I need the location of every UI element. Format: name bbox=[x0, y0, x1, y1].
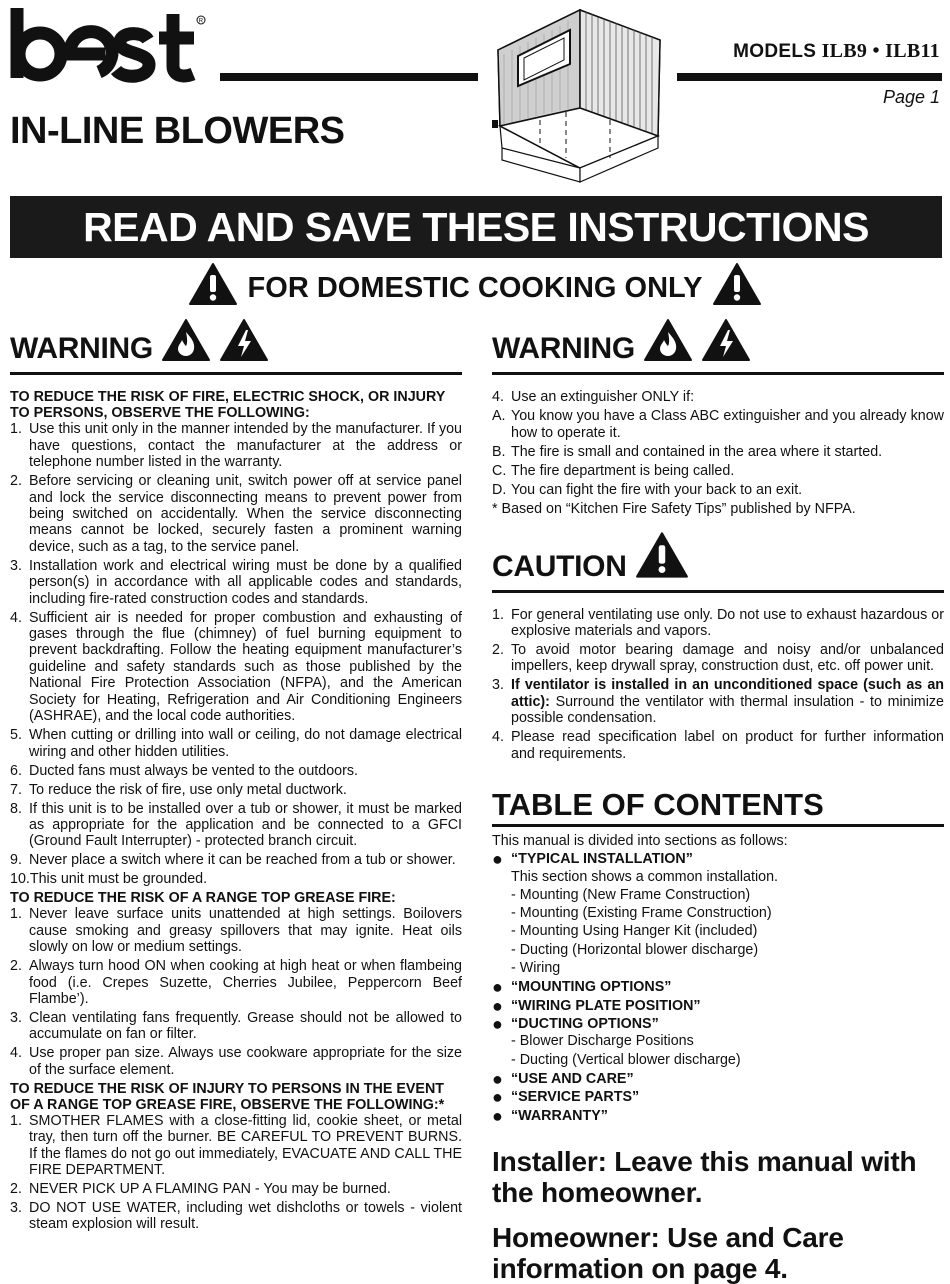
bullet-icon: ● bbox=[492, 995, 503, 1016]
subheading: TO REDUCE THE RISK OF INJURY TO PERSONS IN THE EVENT OF A RANGE TOP GREASE FIRE, OBSERVE THE FOLLOWING:* bbox=[10, 1080, 445, 1113]
nfpa-note: * Based on “Kitchen Fire Safety Tips” published by NFPA. bbox=[492, 500, 856, 517]
list-item-number: 6. bbox=[10, 762, 22, 779]
bullet-icon: ● bbox=[492, 977, 503, 998]
subheading: TO REDUCE THE RISK OF FIRE, ELECTRIC SHOCK, OR INJURY TO PERSONS, OBSERVE THE FOLLOWING: bbox=[10, 389, 446, 422]
list-item-number: 3. bbox=[10, 1199, 22, 1216]
toc-item-label: “TYPICAL INSTALLATION” bbox=[511, 851, 693, 868]
toc-item-label: “WIRING PLATE POSITION” bbox=[511, 997, 701, 1014]
list-item-text: To reduce the risk of fire, use only metal ductwork. bbox=[29, 781, 347, 798]
list-item-text: Before servicing or cleaning unit, switch power off at service panel and lock the service disconnecting means to prevent power from being switched on accidentally. When the service disconnecting means cannot be locked, securely fasten a prominent warning device, such as a tag, to the service panel. bbox=[29, 473, 462, 555]
list-item-number: 3. bbox=[492, 677, 504, 694]
list-item bbox=[10, 1010, 462, 1043]
list-item bbox=[10, 906, 462, 955]
domestic-cooking-notice bbox=[0, 262, 950, 314]
list-item-number: 1. bbox=[492, 606, 504, 623]
caution-rule bbox=[492, 590, 944, 593]
toc-subitem: - Mounting Using Hanger Kit (included) bbox=[511, 923, 758, 940]
instructions-banner: READ AND SAVE THESE INSTRUCTIONS bbox=[10, 196, 942, 258]
toc-item-label: “DUCTING OPTIONS” bbox=[511, 1015, 659, 1032]
list-item-number: 1. bbox=[10, 906, 22, 923]
list-item-number: 2. bbox=[10, 1180, 22, 1197]
toc-item-label: “USE AND CARE” bbox=[511, 1070, 634, 1087]
toc-subitem: - Ducting (Horizontal blower discharge) bbox=[511, 941, 759, 958]
list-item bbox=[10, 1200, 462, 1233]
list-item-text: Never leave surface units unattended at high settings. Boilovers cause smoking and greasy spillovers that may ignite. Heat oils slowly on low or medium settings. bbox=[29, 906, 462, 956]
list-item bbox=[10, 852, 462, 868]
list-item bbox=[10, 473, 462, 555]
list-item-number: 2. bbox=[10, 958, 22, 975]
list-item-text: Use an extinguisher ONLY if: bbox=[511, 389, 695, 406]
list-item-number: A. bbox=[492, 408, 506, 425]
warning-rule bbox=[492, 372, 944, 375]
caution-heading: CAUTION bbox=[492, 549, 627, 583]
list-item-text: You can fight the fire with your back to an exit. bbox=[511, 481, 803, 498]
list-item-number: 8. bbox=[10, 800, 22, 817]
extinguisher-list bbox=[492, 389, 944, 498]
list-item-number: D. bbox=[492, 481, 507, 498]
list-item-text: If ventilator is installed in an unconditioned space (such as an attic): Surround the ventilator with thermal insulation - to minimize possible condensation. bbox=[511, 677, 944, 727]
list-item bbox=[492, 444, 944, 460]
warning-triangle-icon bbox=[635, 531, 689, 583]
list-item-number: B. bbox=[492, 443, 506, 460]
toc-subitem: - Mounting (New Frame Construction) bbox=[511, 887, 751, 904]
toc-subitem: - Ducting (Vertical blower discharge) bbox=[511, 1051, 741, 1068]
list-item bbox=[10, 1045, 462, 1078]
list-item-number: 4. bbox=[10, 1045, 22, 1062]
list-item-number: C. bbox=[492, 462, 507, 479]
list-item bbox=[10, 421, 462, 470]
toc-item-label: “WARRANTY” bbox=[511, 1107, 608, 1124]
list-item-number: 4. bbox=[492, 389, 504, 406]
list-item-number: 1. bbox=[10, 1112, 22, 1129]
list-item-text: When cutting or drilling into wall or ceiling, do not damage electrical wiring and other hidden utilities. bbox=[29, 727, 462, 760]
list-item-text: Installation work and electrical wiring must be done by a qualified person(s) in accordance with all applicable codes and standards, including fire-rated construction codes and standards. bbox=[29, 557, 462, 607]
list-item bbox=[10, 763, 462, 779]
electric-shock-icon bbox=[701, 318, 751, 366]
toc-item bbox=[492, 1068, 944, 1089]
list-item bbox=[492, 642, 944, 675]
list-item bbox=[492, 408, 944, 441]
list-item bbox=[492, 482, 944, 498]
toc-item bbox=[492, 849, 944, 870]
general-warning-list bbox=[10, 421, 462, 887]
list-item bbox=[492, 463, 944, 479]
list-item-number: 5. bbox=[10, 727, 22, 744]
bullet-icon: ● bbox=[492, 1105, 503, 1126]
list-item bbox=[10, 558, 462, 607]
list-item-text: To avoid motor bearing damage and noisy and/or unbalanced impellers, keep drywall spray, construction dust, etc. off power unit. bbox=[511, 642, 944, 675]
list-item-text: The fire department is being called. bbox=[511, 462, 735, 479]
list-item-number: 2. bbox=[492, 642, 504, 659]
list-item-text: Sufficient air is needed for proper combustion and exhausting of gases through the flue (chimney) of fuel burning equipment to prevent backdrafting. Follow the heating equipment manufacturer’s guideline and safety standards such as those published by the National Fire Protection Association (NFPA), and the American Society for Heating, Refrigeration and Air Conditioning Engineers (ASHRAE), and the local code authorities. bbox=[29, 609, 462, 725]
list-item-number: 4. bbox=[10, 609, 22, 626]
grease-fire-list bbox=[10, 906, 462, 1078]
list-item bbox=[492, 607, 944, 640]
warning-triangle-icon bbox=[188, 262, 238, 314]
fire-hazard-icon bbox=[643, 318, 693, 366]
page-number: Page 1 bbox=[882, 87, 940, 107]
subheading: TO REDUCE THE RISK OF A RANGE TOP GREASE FIRE: bbox=[10, 890, 396, 907]
toc-item bbox=[492, 977, 944, 998]
bullet-icon: ● bbox=[492, 1013, 503, 1034]
list-item bbox=[10, 610, 462, 725]
page-title: IN-LINE BLOWERS bbox=[10, 110, 345, 152]
warning-triangle-icon bbox=[712, 262, 762, 314]
list-item-bold-text: If ventilator is installed in an unconditioned space (such as an attic): bbox=[511, 677, 944, 710]
caution-list bbox=[492, 607, 944, 762]
list-item-text: For general ventilating use only. Do not use to exhaust hazardous or explosive materials and vapors. bbox=[511, 606, 944, 640]
right-column bbox=[492, 318, 944, 1284]
list-item-text: If this unit is to be installed over a tub or shower, it must be marked as appropriate for the application and be connected to a GFCI (Ground Fault Interrupter) - protected branch circuit. bbox=[29, 800, 462, 850]
svg-text:R: R bbox=[198, 18, 204, 25]
bullet-icon: ● bbox=[492, 1068, 503, 1089]
list-item-text: Ducted fans must always be vented to the outdoors. bbox=[29, 762, 359, 779]
bullet-icon: ● bbox=[492, 849, 503, 870]
list-item-text: NEVER PICK UP A FLAMING PAN - You may be burned. bbox=[29, 1180, 391, 1197]
list-item-number: 3. bbox=[10, 1009, 22, 1026]
toc-item bbox=[492, 1087, 944, 1108]
list-item-text: Always turn hood ON when cooking at high heat or when flambeing food (i.e. Crepes Suzette, Cherries Jubilee, Peppercorn Beef Flambe’). bbox=[29, 958, 462, 1007]
toc-subitem: This section shows a common installation. bbox=[511, 868, 778, 885]
toc-item bbox=[492, 995, 944, 1016]
toc-item-label: “SERVICE PARTS” bbox=[511, 1089, 640, 1106]
list-item-text: SMOTHER FLAMES with a close-fitting lid, cookie sheet, or metal tray, then turn off the burner. BE CAREFUL TO PREVENT BURNS. If the flames do not go out immediately, EVACUATE AND CALL THE FIRE DEPARTMENT. bbox=[29, 1112, 462, 1178]
domestic-text: FOR DOMESTIC COOKING ONLY bbox=[247, 271, 703, 304]
warning-heading: WARNING bbox=[492, 332, 635, 366]
homeowner-note: Homeowner: Use and Care information on page 4. bbox=[492, 1221, 844, 1284]
models bbox=[733, 40, 940, 63]
toc-subitem: - Wiring bbox=[511, 959, 561, 976]
list-item bbox=[10, 871, 462, 887]
toc-item-label: “MOUNTING OPTIONS” bbox=[511, 979, 672, 996]
left-column bbox=[10, 318, 462, 1235]
warning-header bbox=[492, 318, 944, 366]
warning-rule bbox=[10, 372, 462, 375]
toc-item bbox=[492, 1105, 944, 1126]
list-item-number: 9. bbox=[10, 852, 22, 869]
list-item-number: 3. bbox=[10, 557, 22, 574]
toc-intro: This manual is divided into sections as follows: bbox=[492, 833, 788, 850]
list-item-text: Clean ventilating fans frequently. Grease should not be allowed to accumulate on fan or filter. bbox=[29, 1009, 462, 1043]
warning-heading: WARNING bbox=[10, 332, 153, 366]
electric-shock-icon bbox=[219, 318, 269, 366]
toc-subitem: - Blower Discharge Positions bbox=[511, 1033, 694, 1050]
toc-item bbox=[492, 1013, 944, 1034]
models-label: MODELS bbox=[733, 41, 817, 62]
list-item bbox=[10, 727, 462, 760]
bullet-icon: ● bbox=[492, 1087, 503, 1108]
toc-rule bbox=[492, 824, 944, 827]
list-item bbox=[10, 801, 462, 850]
toc-title: TABLE OF CONTENTS bbox=[492, 787, 824, 823]
list-item bbox=[10, 1113, 462, 1179]
list-item bbox=[10, 958, 462, 1007]
list-item-number: 1. bbox=[10, 421, 22, 438]
fire-hazard-icon bbox=[161, 318, 211, 366]
list-item bbox=[492, 389, 944, 405]
toc-list bbox=[492, 849, 944, 1126]
list-item-text: Please read specification label on product for further information and requirements. bbox=[511, 729, 944, 762]
caution-header bbox=[492, 531, 944, 583]
list-item-number: 10. bbox=[10, 871, 30, 888]
list-item bbox=[492, 677, 944, 726]
list-item-text: This unit must be grounded. bbox=[29, 871, 208, 888]
warning-header bbox=[10, 318, 462, 366]
list-item-number: 7. bbox=[10, 781, 22, 798]
model-numbers: ILB9 • ILB11 bbox=[821, 40, 940, 62]
installer-note: Installer: Leave this manual with the homeowner. bbox=[492, 1145, 917, 1208]
grease-fire-injury-list bbox=[10, 1113, 462, 1233]
blower-illustration bbox=[490, 8, 670, 190]
list-item bbox=[492, 729, 944, 762]
toc-subitem: - Mounting (Existing Frame Construction) bbox=[511, 905, 772, 922]
header-rule-left bbox=[220, 73, 478, 81]
list-item-text: Use this unit only in the manner intended by the manufacturer. If you have questions, contact the manufacturer at the address or telephone number listed in the warranty. bbox=[29, 421, 462, 471]
list-item-text: You know you have a Class ABC extinguisher and you already know how to operate it. bbox=[511, 408, 944, 441]
list-item-text: The fire is small and contained in the area where it started. bbox=[511, 443, 883, 460]
list-item bbox=[10, 782, 462, 798]
list-item-text: Never place a switch where it can be reached from a tub or shower. bbox=[29, 852, 456, 869]
list-item bbox=[10, 1181, 462, 1197]
header-rule-right bbox=[677, 73, 942, 81]
list-item-text: DO NOT USE WATER, including wet dishcloths or towels - violent steam explosion will result. bbox=[29, 1199, 462, 1233]
best-logo bbox=[8, 6, 208, 86]
list-item-text: Use proper pan size. Always use cookware appropriate for the size of the surface element. bbox=[29, 1045, 462, 1078]
list-item-number: 4. bbox=[492, 729, 504, 746]
list-item-number: 2. bbox=[10, 473, 22, 490]
